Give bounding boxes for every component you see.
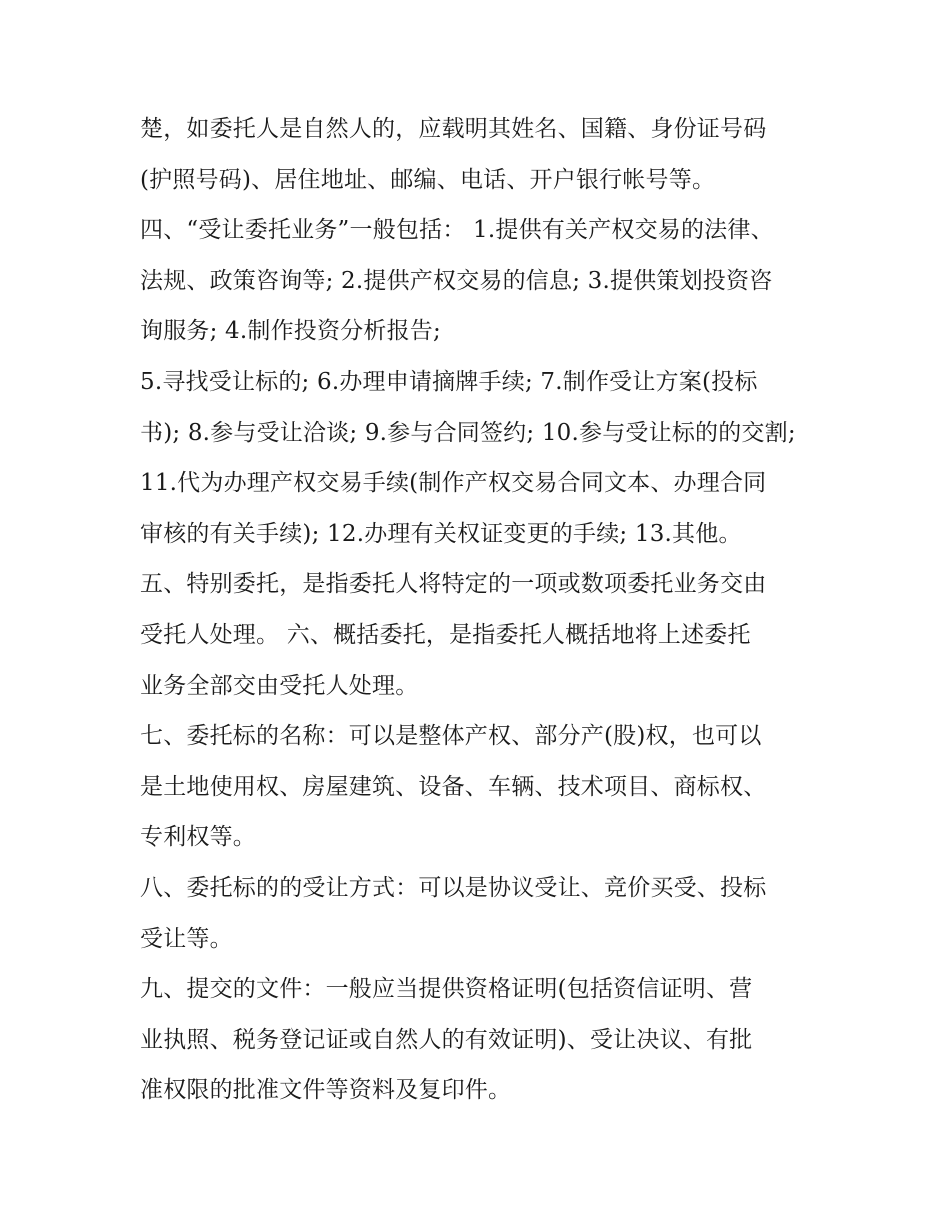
text-line: 八、委托标的的受让方式：可以是协议受让、竞价买受、投标: [140, 874, 767, 901]
text-line: 是土地使用权、房屋建筑、设备、车辆、技术项目、商标权、: [140, 773, 767, 800]
text-line: 审核的有关手续); 12.办理有关权证变更的手续; 13.其他。: [140, 520, 742, 547]
text-line: 准权限的批准文件等资料及复印件。: [140, 1077, 512, 1104]
text-line: 楚，如委托人是自然人的，应载明其姓名、国籍、身份证号码: [140, 116, 767, 142]
text-line: 法规、政策咨询等; 2.提供产权交易的信息; 3.提供策划投资咨: [140, 267, 773, 294]
text-line: 11.代为办理产权交易手续(制作产权交易合同文本、办理合同: [140, 470, 767, 497]
document-body: [140, 104, 820, 1116]
text-line: 四、“受让委托业务”一般包括： 1.提供有关产权交易的法律、: [140, 217, 774, 244]
text-line: 受托人处理。 六、概括委托，是指委托人概括地将上述委托: [140, 621, 751, 648]
text-line: 书); 8.参与受让洽谈; 9.参与合同签约; 10.参与受让标的的交割;: [140, 419, 796, 446]
text-line: 受让等。: [140, 925, 233, 952]
text-line: 五、特别委托，是指委托人将特定的一项或数项委托业务交由: [140, 571, 767, 598]
text-line: 业务全部交由受托人处理。: [140, 672, 419, 699]
text-line: 业执照、税务登记证或自然人的有效证明)、受让决议、有批: [140, 1026, 753, 1053]
text-line: 九、提交的文件：一般应当提供资格证明(包括资信证明、营: [140, 976, 753, 1003]
text-line: 七、委托标的名称：可以是整体产权、部分产(股)权，也可以: [140, 723, 762, 750]
text-line: 专利权等。: [140, 824, 256, 851]
text-line: 询服务; 4.制作投资分析报告;: [140, 318, 441, 345]
text-line: 5.寻找受让标的; 6.办理申请摘牌手续; 7.制作受让方案(投标: [140, 368, 758, 395]
text-line: (护照号码)、居住地址、邮编、电话、开户银行帐号等。: [140, 166, 716, 193]
